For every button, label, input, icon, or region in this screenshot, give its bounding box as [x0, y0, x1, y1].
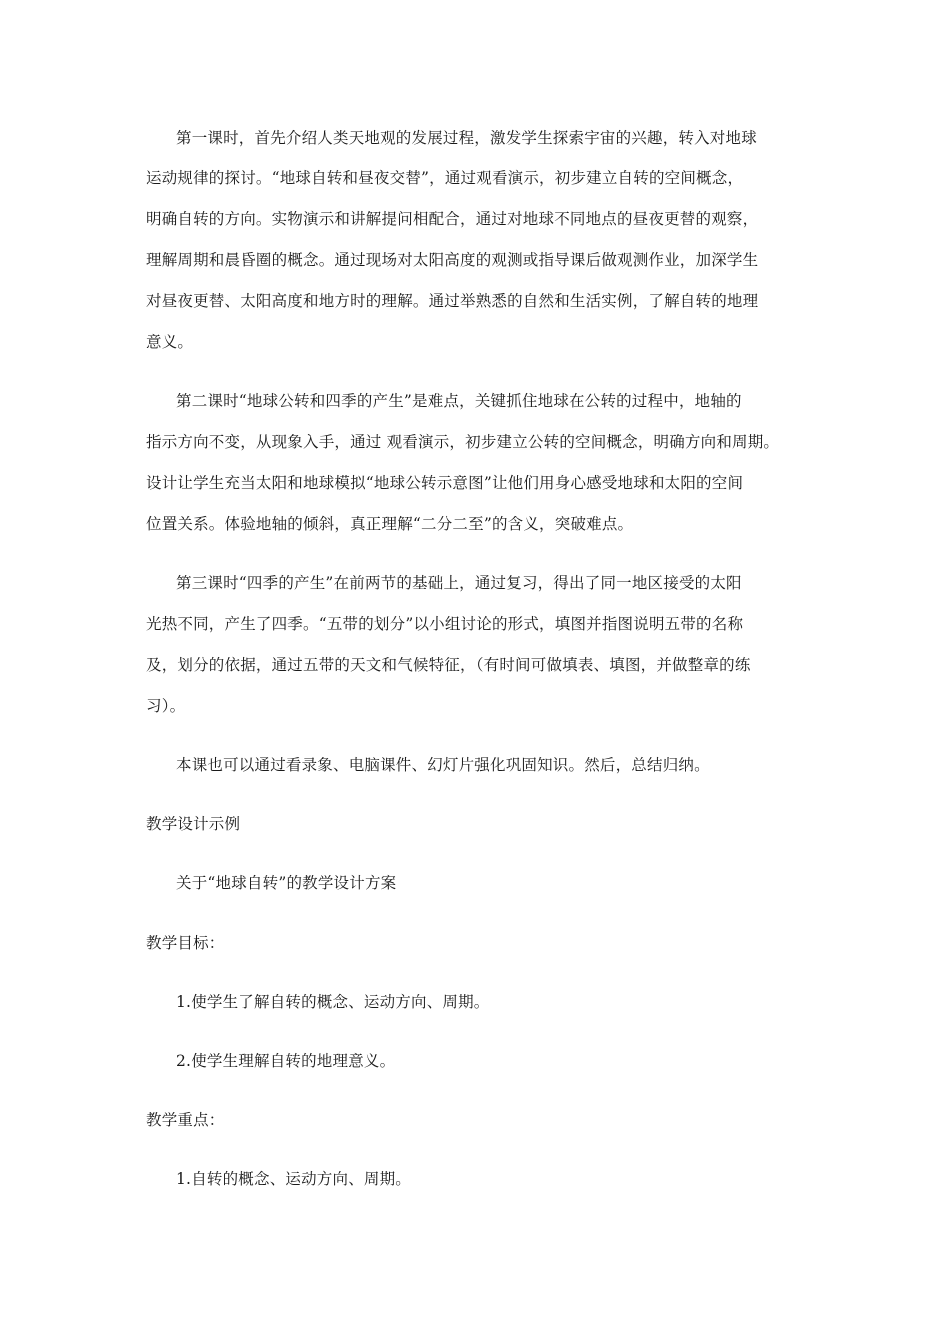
paragraph-3-line-3: 及，划分的依据，通过五带的天文和气候特征，（有时间可做填表、填图，并做整章的练: [146, 656, 751, 674]
paragraph-3-line-4: 习）。: [146, 697, 186, 715]
paragraph-3-line-1: 第三课时“四季的产生”在前两节的基础上，通过复习，得出了同一地区接受的太阳: [176, 574, 742, 592]
paragraph-1-line-2: 运动规律的探讨。“地球自转和昼夜交替”，通过观看演示，初步建立自转的空间概念，: [146, 169, 744, 187]
paragraph-1-line-3: 明确自转的方向。实物演示和讲解提问相配合，通过对地球不同地点的昼夜更替的观察，: [146, 210, 759, 228]
paragraph-1-line-1: 第一课时，首先介绍人类天地观的发展过程，激发学生探索宇宙的兴趣，转入对地球: [176, 129, 757, 147]
paragraph-1-line-5: 对昼夜更替、太阳高度和地方时的理解。通过举熟悉的自然和生活实例，了解自转的地理: [146, 292, 759, 310]
paragraph-2-line-1: 第二课时“地球公转和四季的产生”是难点，关键抓住地球在公转的过程中，地轴的: [176, 392, 742, 410]
paragraph-3-line-2: 光热不同，产生了四季。“五带的划分”以小组讨论的形式，填图并指图说明五带的名称: [146, 615, 744, 633]
paragraph-2-line-2: 指示方向不变，从现象入手，通过 观看演示，初步建立公转的空间概念，明确方向和周期。: [146, 433, 780, 451]
plan-title: 关于“地球自转”的教学设计方案: [176, 874, 397, 892]
paragraph-1-line-6: 意义。: [146, 333, 194, 351]
objective-item: 2.使学生理解自转的地理意义。: [176, 1052, 396, 1070]
paragraph-2-line-4: 位置关系。体验地轴的倾斜，真正理解“二分二至”的含义，突破难点。: [146, 515, 634, 533]
paragraph-2-line-3: 设计让学生充当太阳和地球模拟“地球公转示意图”让他们用身心感受地球和太阳的空间: [146, 474, 744, 492]
objective-item: 1.使学生了解自转的概念、运动方向、周期。: [176, 993, 490, 1011]
paragraph-4: 本课也可以通过看录象、电脑课件、幻灯片强化巩固知识。然后，总结归纳。: [176, 756, 710, 774]
objectives-heading: 教学目标：: [146, 934, 225, 952]
section-heading: 教学设计示例: [146, 815, 241, 833]
paragraph-1-line-4: 理解周期和晨昏圈的概念。通过现场对太阳高度的观测或指导课后做观测作业，加深学生: [146, 251, 759, 269]
key-point-item: 1.自转的概念、运动方向、周期。: [176, 1170, 411, 1188]
key-points-heading: 教学重点：: [146, 1111, 225, 1129]
